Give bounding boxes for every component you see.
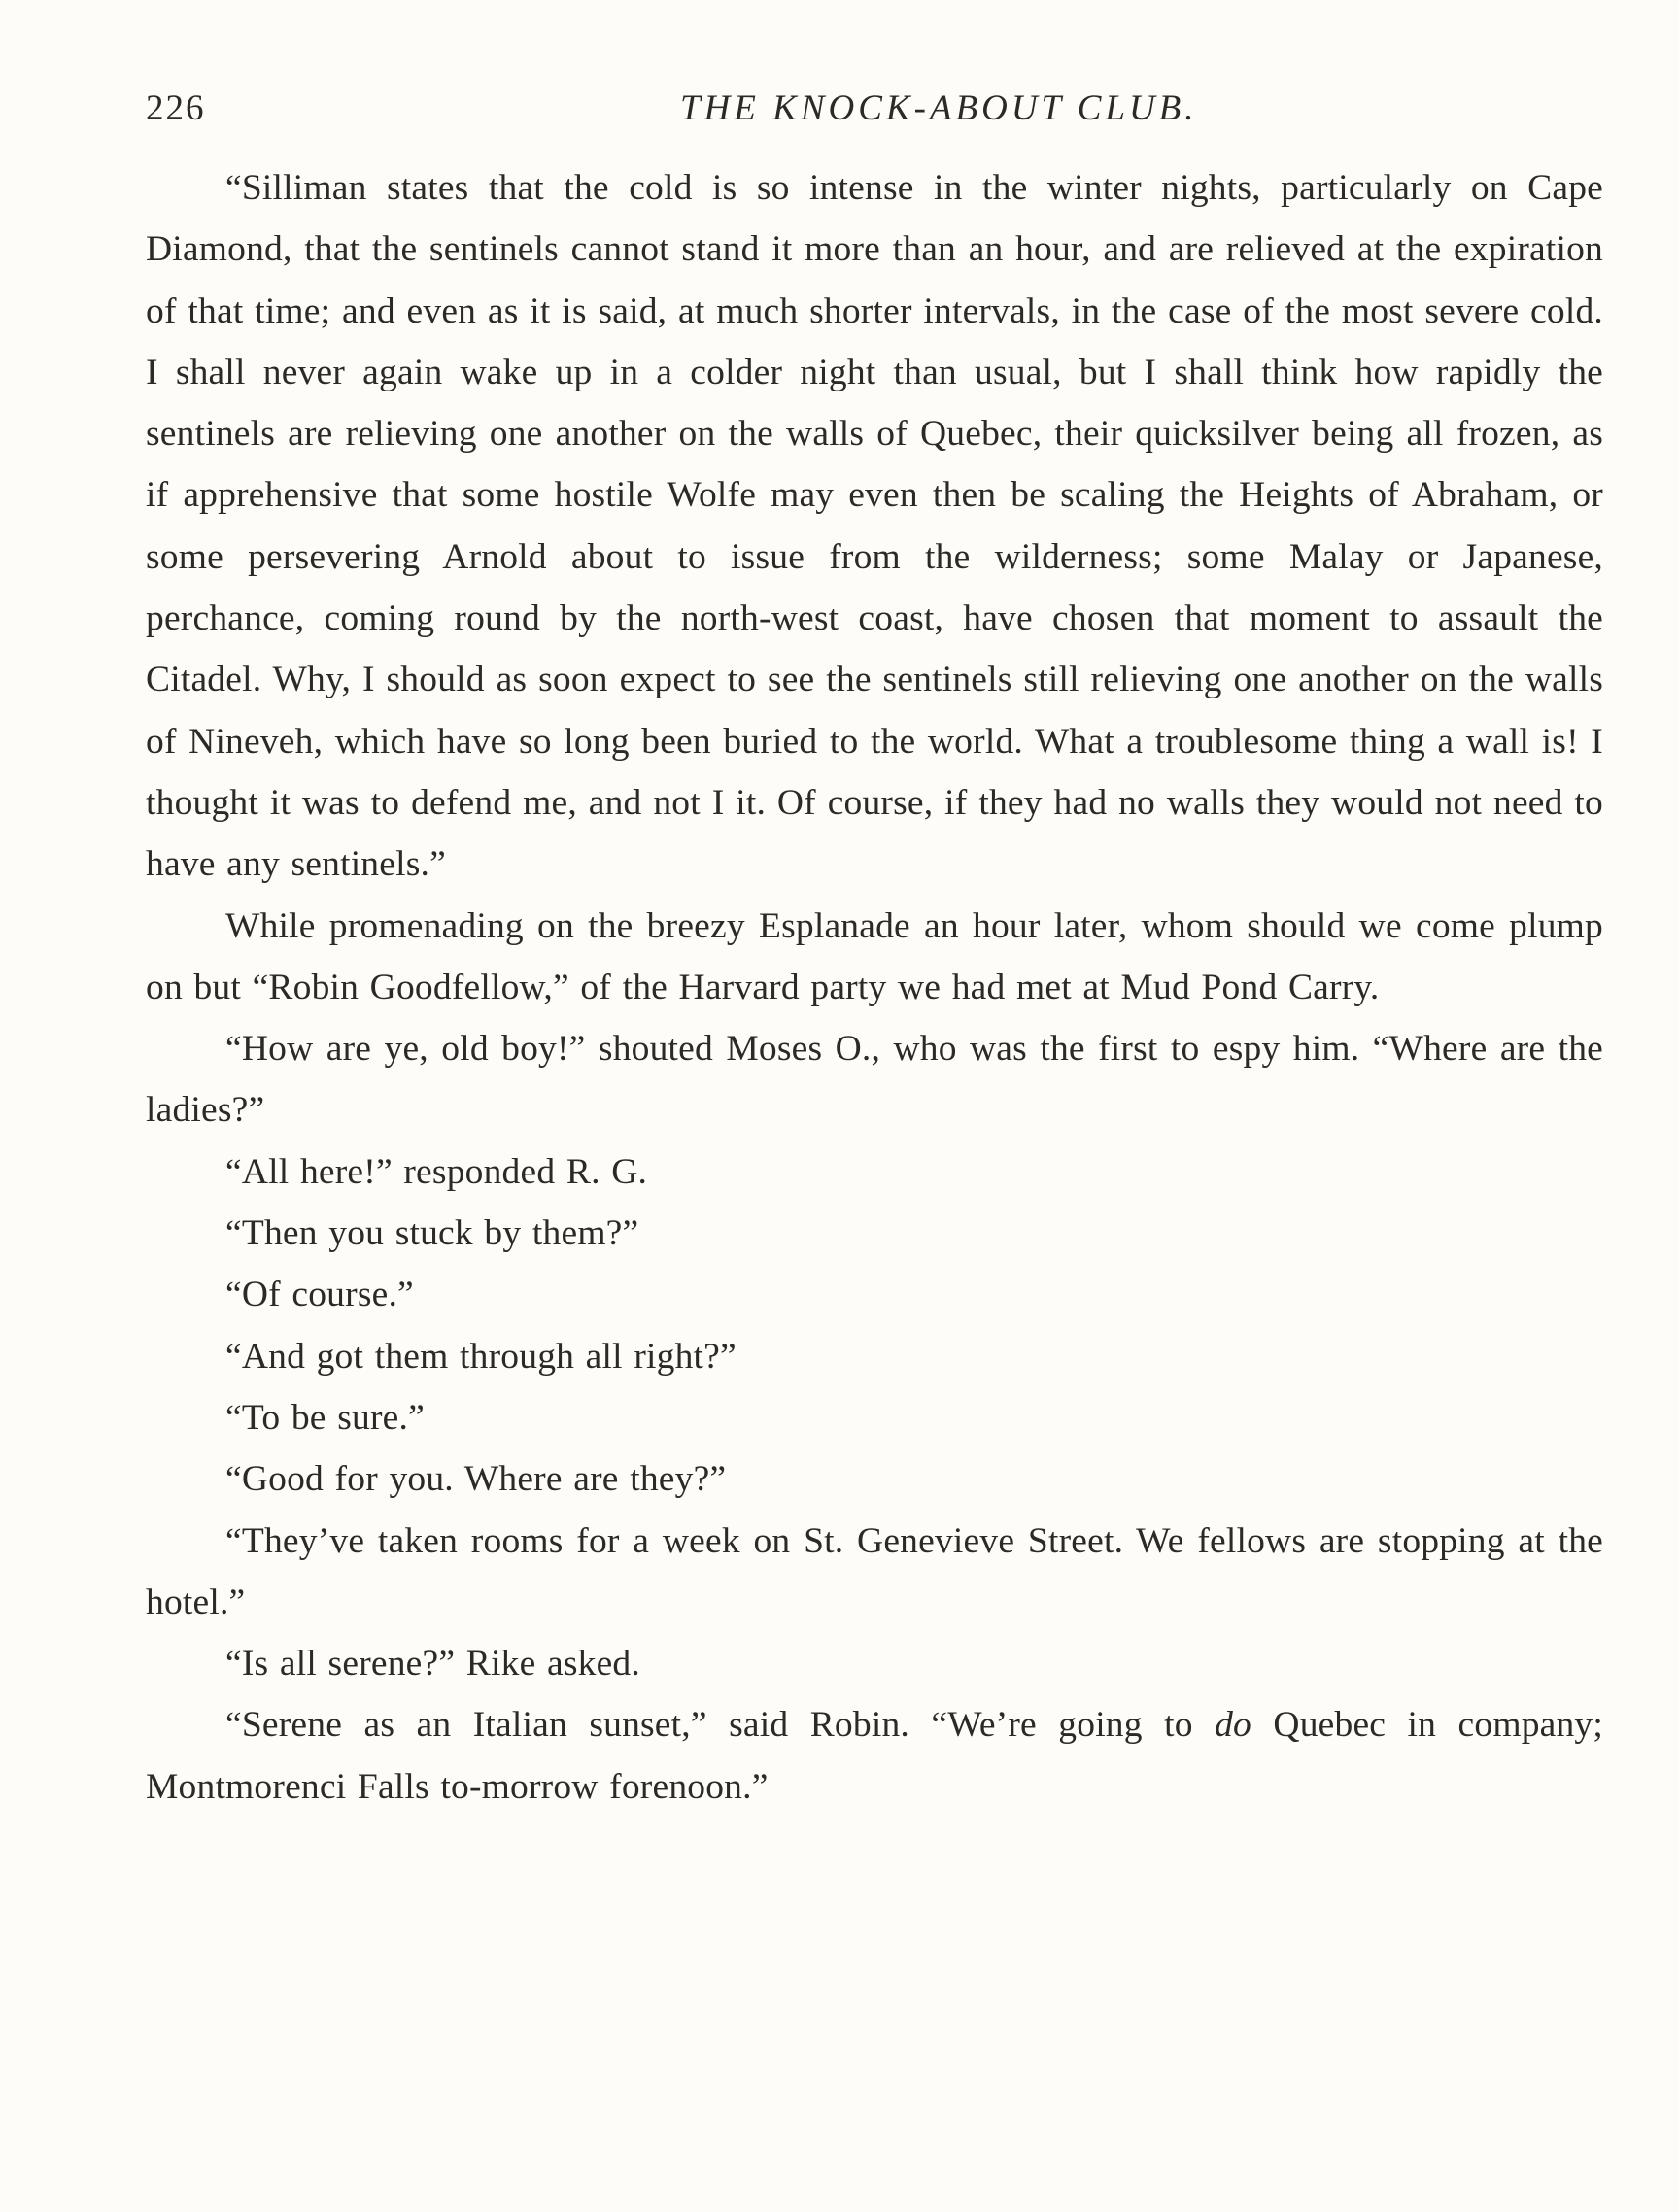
page-number: 226 — [146, 88, 206, 128]
dialogue-line-last — [146, 1694, 1603, 1818]
body-text — [146, 157, 1603, 1818]
dialogue-line: “And got them through all right?” — [225, 1336, 737, 1377]
dialogue-line: “Good for you. Where are they?” — [225, 1459, 727, 1500]
paragraph-esplanade: While promenading on the breezy Esplanade an hour later, whom should we come plump on but “Robin Goodfellow,” of the Harvard party we had met at Mud Pond Carry. — [146, 905, 1603, 1007]
dialogue-line: “Is all serene?” Rike asked. — [225, 1644, 640, 1685]
dialogue-line: “They’ve taken rooms for a week on St. Genevieve Street. We fellows are stopping at the hotel.” — [146, 1520, 1603, 1622]
page-header — [146, 85, 1603, 132]
dialogue-text: Quebec in company; Montmorenci Falls to-morrow forenoon.” — [146, 1705, 1604, 1807]
dialogue-line: “All here!” responded R. G. — [225, 1151, 648, 1192]
running-head: THE KNOCK-ABOUT CLUB. — [680, 88, 1198, 128]
paragraph-silliman-quote: “Silliman states that the cold is so intense in the winter nights, particularly on Cape Diamond, that the sentinels cannot stand it more than an hour, and are relieved at the expiration of that time; and even as it is said, at much shorter intervals, in the case of the most severe cold. I shall never again wake up in a colder night than usual, but I shall think how rapidly the sentinels are relieving one another on the walls of Quebec, their quicksilver being all frozen, as if apprehensive that some hostile Wolfe may even then be scaling the Heights of Abraham, or some persevering Arnold about to issue from the wilderness; some Malay or Japanese, perchance, coming round by the north-west coast, have chosen that moment to assault the Citadel. Why, I should as soon expect to see the sentinels still relieving one another on the walls of Nineveh, which have so long been buried to the world. What a troublesome thing a wall is! I thought it was to defend me, and not I it. Of course, if they had no walls they would not need to have any sentinels.” — [146, 168, 1603, 885]
dialogue-text: “Serene as an Italian sunset,” said Robin. “We’re going to — [225, 1705, 1216, 1746]
dialogue-line: “Of course.” — [225, 1275, 414, 1315]
dialogue-line: “Then you stuck by them?” — [225, 1213, 639, 1254]
dialogue-line: “How are ye, old boy!” shouted Moses O., who was the first to espy him. “Where are the ladies?” — [146, 1029, 1603, 1131]
dialogue-line: “To be sure.” — [225, 1397, 425, 1438]
italic-word: do — [1215, 1705, 1252, 1746]
